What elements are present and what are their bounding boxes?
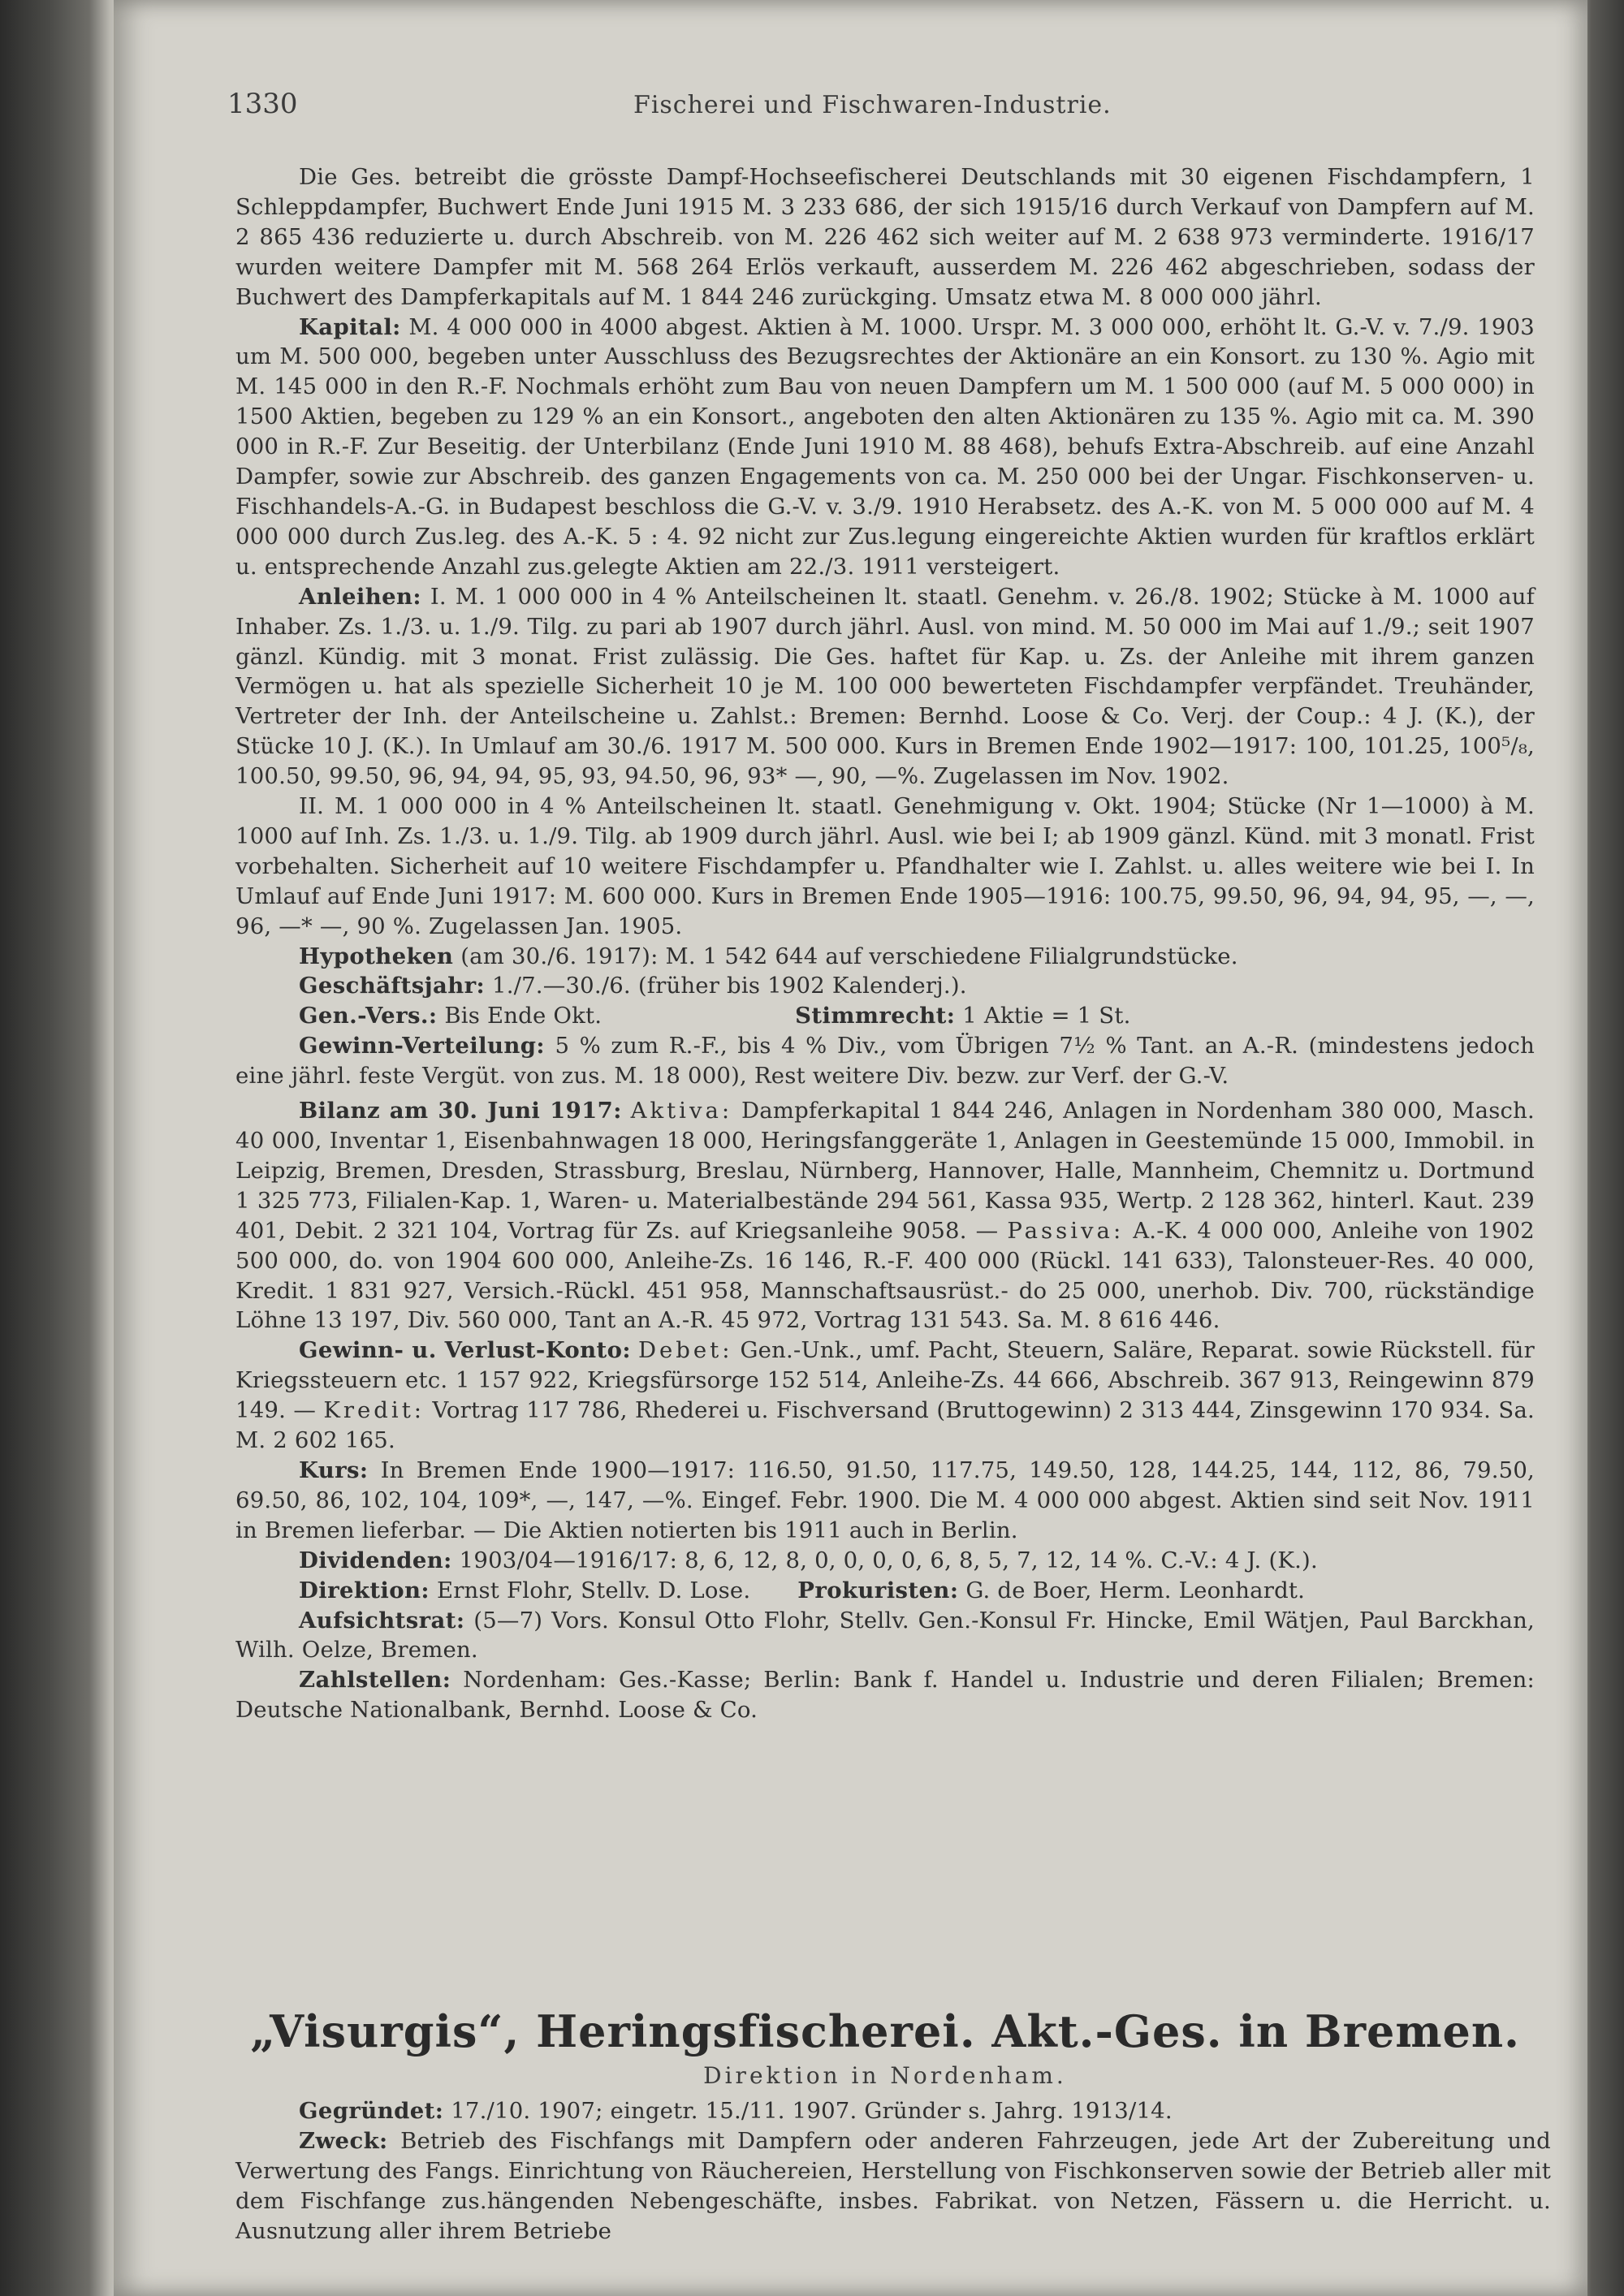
debet-text: Gen.-Unk., umf. Pacht, Steuern, Saläre, Reparat. sowie Rückstell. für Kriegssteuern etc. 1 157 922, Kriegsfürsorge 152 514, Anleihe-Zs. 44 666, Abschreib. 367 913, Reingewinn 879 149. — (235, 1337, 1535, 1424)
gewinnverteilung-label: Gewinn-Verteilung: (299, 1033, 545, 1060)
debet-label: Debet: (637, 1337, 733, 1364)
aufsichtsrat-section (235, 1606, 1535, 1666)
kurs-label: Kurs: (299, 1457, 369, 1483)
aufsichtsrat-label: Aufsichtsrat: (299, 1607, 465, 1634)
anleihen-text: I. M. 1 000 000 in 4 % Anteilscheinen lt. staatl. Genehm. v. 26./8. 1902; Stücke à M. 1000 auf Inhaber. Zs. 1./3. u. 1./9. Tilg. zu pari ab 1907 durch jährl. Ausl. von mind. M. 50 000 im Mai auf 1./9.; seit 1907 gänzl. Kündig. mit 3 monat. Frist zulässig. Die Ges. haftet für Kap. u. Zs. der Anleihe mit ihrem ganzen Vermögen u. hat als spezielle Sicherheit 10 je M. 100 000 bewerteten Fischdampfer verpfändet. Treuhänder, Vertreter der Inh. der Anteilscheine u. Zahlst.: Bremen: Bernhd. Loose & Co. Verj. der Coup.: 4 J. (K.), der Stücke 10 J. (K.). In Umlauf am 30./6. 1917 M. 500 000. Kurs in Bremen Ende 1902—1917: 100, 101.25, 100⁵/₈, 100.50, 99.50, 96, 94, 94, 95, 93, 94.50, 96, 93* —, 90, —%. Zugelassen im Nov. 1902. (235, 583, 1535, 790)
direktion-label: Direktion: (299, 1577, 430, 1603)
kapital-text: M. 4 000 000 in 4000 abgest. Aktien à M. 1000. Urspr. M. 3 000 000, erhöht lt. G.-V. v. 7./9. 1903 um M. 500 000, begeben unter Ausschluss des Bezugsrechtes der Aktionäre an ein Konsort. zu 130 %. Agio mit M. 145 000 in den R.-F. Nochmals erhöht zum Bau von neuen Dampfern um M. 1 500 000 (auf M. 5 000 000) in 1500 Aktien, begeben zu 129 % an ein Konsort., angeboten den alten Aktionären zu 135 %. Agio mit ca. M. 390 000 in R.-F. Zur Beseitig. der Unterbilanz (Ende Juni 1910 M. 88 468), behufs Extra-Abschreib. auf eine Anzahl Dampfer, sowie zur Abschreib. des ganzen Engagements von ca. M. 250 000 bei der Ungar. Fischkonserven- u. Fischhandels-A.-G. in Budapest beschloss die G.-V. v. 3./9. 1910 Herabsetz. des A.-K. von M. 5 000 000 auf M. 4 000 000 durch Zus.leg. des A.-K. 5 : 4. 92 nicht zur Zus.legung eingereichte Aktien wurden für kraftlos erklärt u. entsprechende Anzahl zus.gelegte Aktien am 22./3. 1911 versteigert. (235, 313, 1535, 580)
kredit-label: Kredit: (323, 1397, 425, 1424)
geschaeftsjahr-section (235, 971, 1535, 1001)
kapital-label: Kapital: (299, 313, 401, 340)
hypotheken-label: Hypotheken (299, 943, 454, 969)
kapital-section (235, 313, 1535, 582)
prokuristen-text: G. de Boer, Herm. Leonhardt. (965, 1577, 1306, 1603)
genvers-section (235, 1001, 1535, 1031)
zweck-text: Betrieb des Fischfangs mit Dampfern oder anderen Fahrzeugen, jede Art der Zubereitung und Verwertung des Fangs. Einrichtung von Räuchereien, Herstellung von Fischkonserven sowie der Betrieb aller mit dem Fischfange zus.hängenden Nebengeschäfte, insbes. Fabrikat. von Netzen, Fässern u. die Herricht. u. Ausnutzung aller ihrem Betriebe (235, 2127, 1551, 2244)
anleihen-section (235, 582, 1535, 792)
dividenden-section (235, 1546, 1535, 1576)
company-heading: „Visurgis“, Heringsfischerei. Akt.-Ges. in Bremen. (250, 2005, 1520, 2057)
genvers-label: Gen.-Vers.: (299, 1003, 438, 1029)
stimmrecht-label: Stimmrecht: (795, 1003, 956, 1029)
geschaeftsjahr-text: 1./7.—30./6. (früher bis 1902 Kalenderj.). (492, 973, 967, 999)
hypotheken-section (235, 942, 1535, 972)
dividenden-text: 1903/04—1916/17: 8, 6, 12, 8, 0, 0, 0, 0, 6, 8, 5, 7, 12, 14 %. C.-V.: 4 J. (K.). (459, 1547, 1318, 1573)
kurs-text: In Bremen Ende 1900—1917: 116.50, 91.50, 117.75, 149.50, 128, 144.25, 144, 112, 86, 79.50, 69.50, 86, 102, 104, 109*, —, 147, —%. Eingef. Febr. 1900. Die M. 4 000 000 abgest. Aktien sind seit Nov. 1911 in Bremen lieferbar. — Die Aktien notierten bis 1911 auch in Berlin. (235, 1457, 1535, 1543)
aktiva-label: Aktiva: (630, 1098, 733, 1124)
aufsichtsrat-text: (5—7) Vors. Konsul Otto Flohr, Stellv. Gen.-Konsul Fr. Hincke, Emil Wätjen, Paul Barckhan, Wilh. Oelze, Bremen. (235, 1607, 1535, 1664)
company-direktion: Direktion in Nordenham. (703, 2062, 1067, 2089)
zahlstellen-text: Nordenham: Ges.-Kasse; Berlin: Bank f. Handel u. Industrie und deren Filialen; Bremen: Deutsche Nationalbank, Bernhd. Loose & Co. (235, 1667, 1535, 1724)
gegruendet-section (235, 2096, 1551, 2126)
bilanz-label: Bilanz am 30. Juni 1917: (299, 1098, 622, 1124)
page-number: 1330 (227, 88, 298, 120)
genvers-text: Bis Ende Okt. (444, 1003, 603, 1029)
direktion-section (235, 1576, 1535, 1606)
gegruendet-text: 17./10. 1907; eingetr. 15./11. 1907. Gründer s. Jahrg. 1913/14. (451, 2098, 1173, 2124)
intro-paragraph: Die Ges. betreibt die grösste Dampf-Hochseefischerei Deutschlands mit 30 eigenen Fischdampfern, 1 Schleppdampfer, Buchwert Ende Juni 1915 M. 3 233 686, der sich 1915/16 durch Verkauf von Dampfern auf M. 2 865 436 reduzierte u. durch Abschreib. von M. 226 462 sich weiter auf M. 2 638 973 verminderte. 1916/17 wurden weitere Dampfer mit M. 568 264 Erlös verkauft, ausserdem M. 226 462 abgeschrieben, sodass der Buchwert des Dampferkapitals auf M. 1 844 246 zurückging. Umsatz etwa M. 8 000 000 jährl. (235, 164, 1535, 310)
anleihe-2-paragraph: II. M. 1 000 000 in 4 % Anteilscheinen lt. staatl. Genehmigung v. Okt. 1904; Stücke (Nr 1—1000) à M. 1000 auf Inh. Zs. 1./3. u. 1./9. Tilg. ab 1909 durch jährl. Ausl. wie bei I; ab 1909 gänzl. Künd. mit 3 monatl. Frist vorbehalten. Sicherheit auf 10 weitere Fischdampfer u. Pfandhalter wie I. Zahlst. u. alles weitere wie bei I. In Umlauf auf Ende Juni 1917: M. 600 000. Kurs in Bremen Ende 1905—1916: 100.75, 99.50, 96, 94, 94, 95, —, —, 96, —* —, 90 %. Zugelassen Jan. 1905. (235, 793, 1535, 939)
kurs-section (235, 1456, 1535, 1546)
passiva-label: Passiva: (1007, 1217, 1125, 1244)
page-header (122, 88, 1535, 128)
prokuristen-label: Prokuristen: (797, 1577, 959, 1603)
running-title: Fischerei und Fischwaren-Industrie. (633, 91, 1112, 119)
zahlstellen-label: Zahlstellen: (299, 1667, 451, 1694)
passiva-text: A.-K. 4 000 000, Anleihe von 1902 500 000, do. von 1904 600 000, Anleihe-Zs. 16 146, R.-F. 400 000 (Rückl. 141 633), Talonsteuer-Res. 40 000, Kredit. 1 831 927, Versich.-Rückl. 451 958, Mannschaftsausrüst.- do 25 000, unerhob. Div. 700, rückständige Löhne 13 197, Div. 560 000, Tant an A.-R. 45 972, Vortrag 131 543. Sa. M. 8 616 446. (235, 1217, 1535, 1334)
zweck-section (235, 2126, 1551, 2246)
gewinnverteilung-text: 5 % zum R.-F., bis 4 % Div., vom Übrigen 7½ % Tant. an A.-R. (mindestens jedoch eine jährl. feste Vergüt. von zus. M. 18 000), Rest weitere Div. bezw. zur Verf. der G.-V. (235, 1033, 1535, 1090)
guv-label: Gewinn- u. Verlust-Konto: (299, 1337, 631, 1364)
zahlstellen-section (235, 1665, 1535, 1725)
hypotheken-text: (am 30./6. 1917): M. 1 542 644 auf verschiedene Filialgrundstücke. (460, 943, 1238, 969)
stimmrecht-text: 1 Aktie = 1 St. (962, 1003, 1131, 1029)
company-text (235, 2096, 1551, 2246)
dividenden-label: Dividenden: (299, 1547, 452, 1573)
geschaeftsjahr-label: Geschäftsjahr: (299, 973, 486, 999)
bilanz-section (235, 1096, 1535, 1336)
kredit-text: Vortrag 117 786, Rhederei u. Fischversand (Bruttogewinn) 2 313 444, Zinsgewinn 170 934. Sa. M. 2 602 165. (235, 1397, 1535, 1454)
zweck-label: Zweck: (299, 2127, 388, 2154)
gewinnverteilung-section (235, 1031, 1535, 1091)
gegruendet-label: Gegründet: (299, 2098, 444, 2124)
aktiva-text: Dampferkapital 1 844 246, Anlagen in Nordenham 380 000, Masch. 40 000, Inventar 1, Eisenbahnwagen 18 000, Heringsfanggeräte 1, Anlagen in Geestemünde 15 000, Immobil. in Leipzig, Bremen, Dresden, Strassburg, Breslau, Nürnberg, Hannover, Halle, Mannheim, Chemnitz u. Dortmund 1 325 773, Filialen-Kap. 1, Waren- u. Materialbestände 294 561, Kassa 935, Wertp. 2 128 362, hinterl. Kaut. 239 401, Debit. 2 321 104, Vortrag für Zs. auf Kriegsanleihe 9058. — (235, 1098, 1535, 1244)
guv-section (235, 1336, 1535, 1456)
main-text (235, 162, 1535, 1725)
direktion-text: Ernst Flohr, Stellv. D. Lose. (436, 1577, 751, 1603)
anleihen-label: Anleihen: (299, 583, 421, 610)
